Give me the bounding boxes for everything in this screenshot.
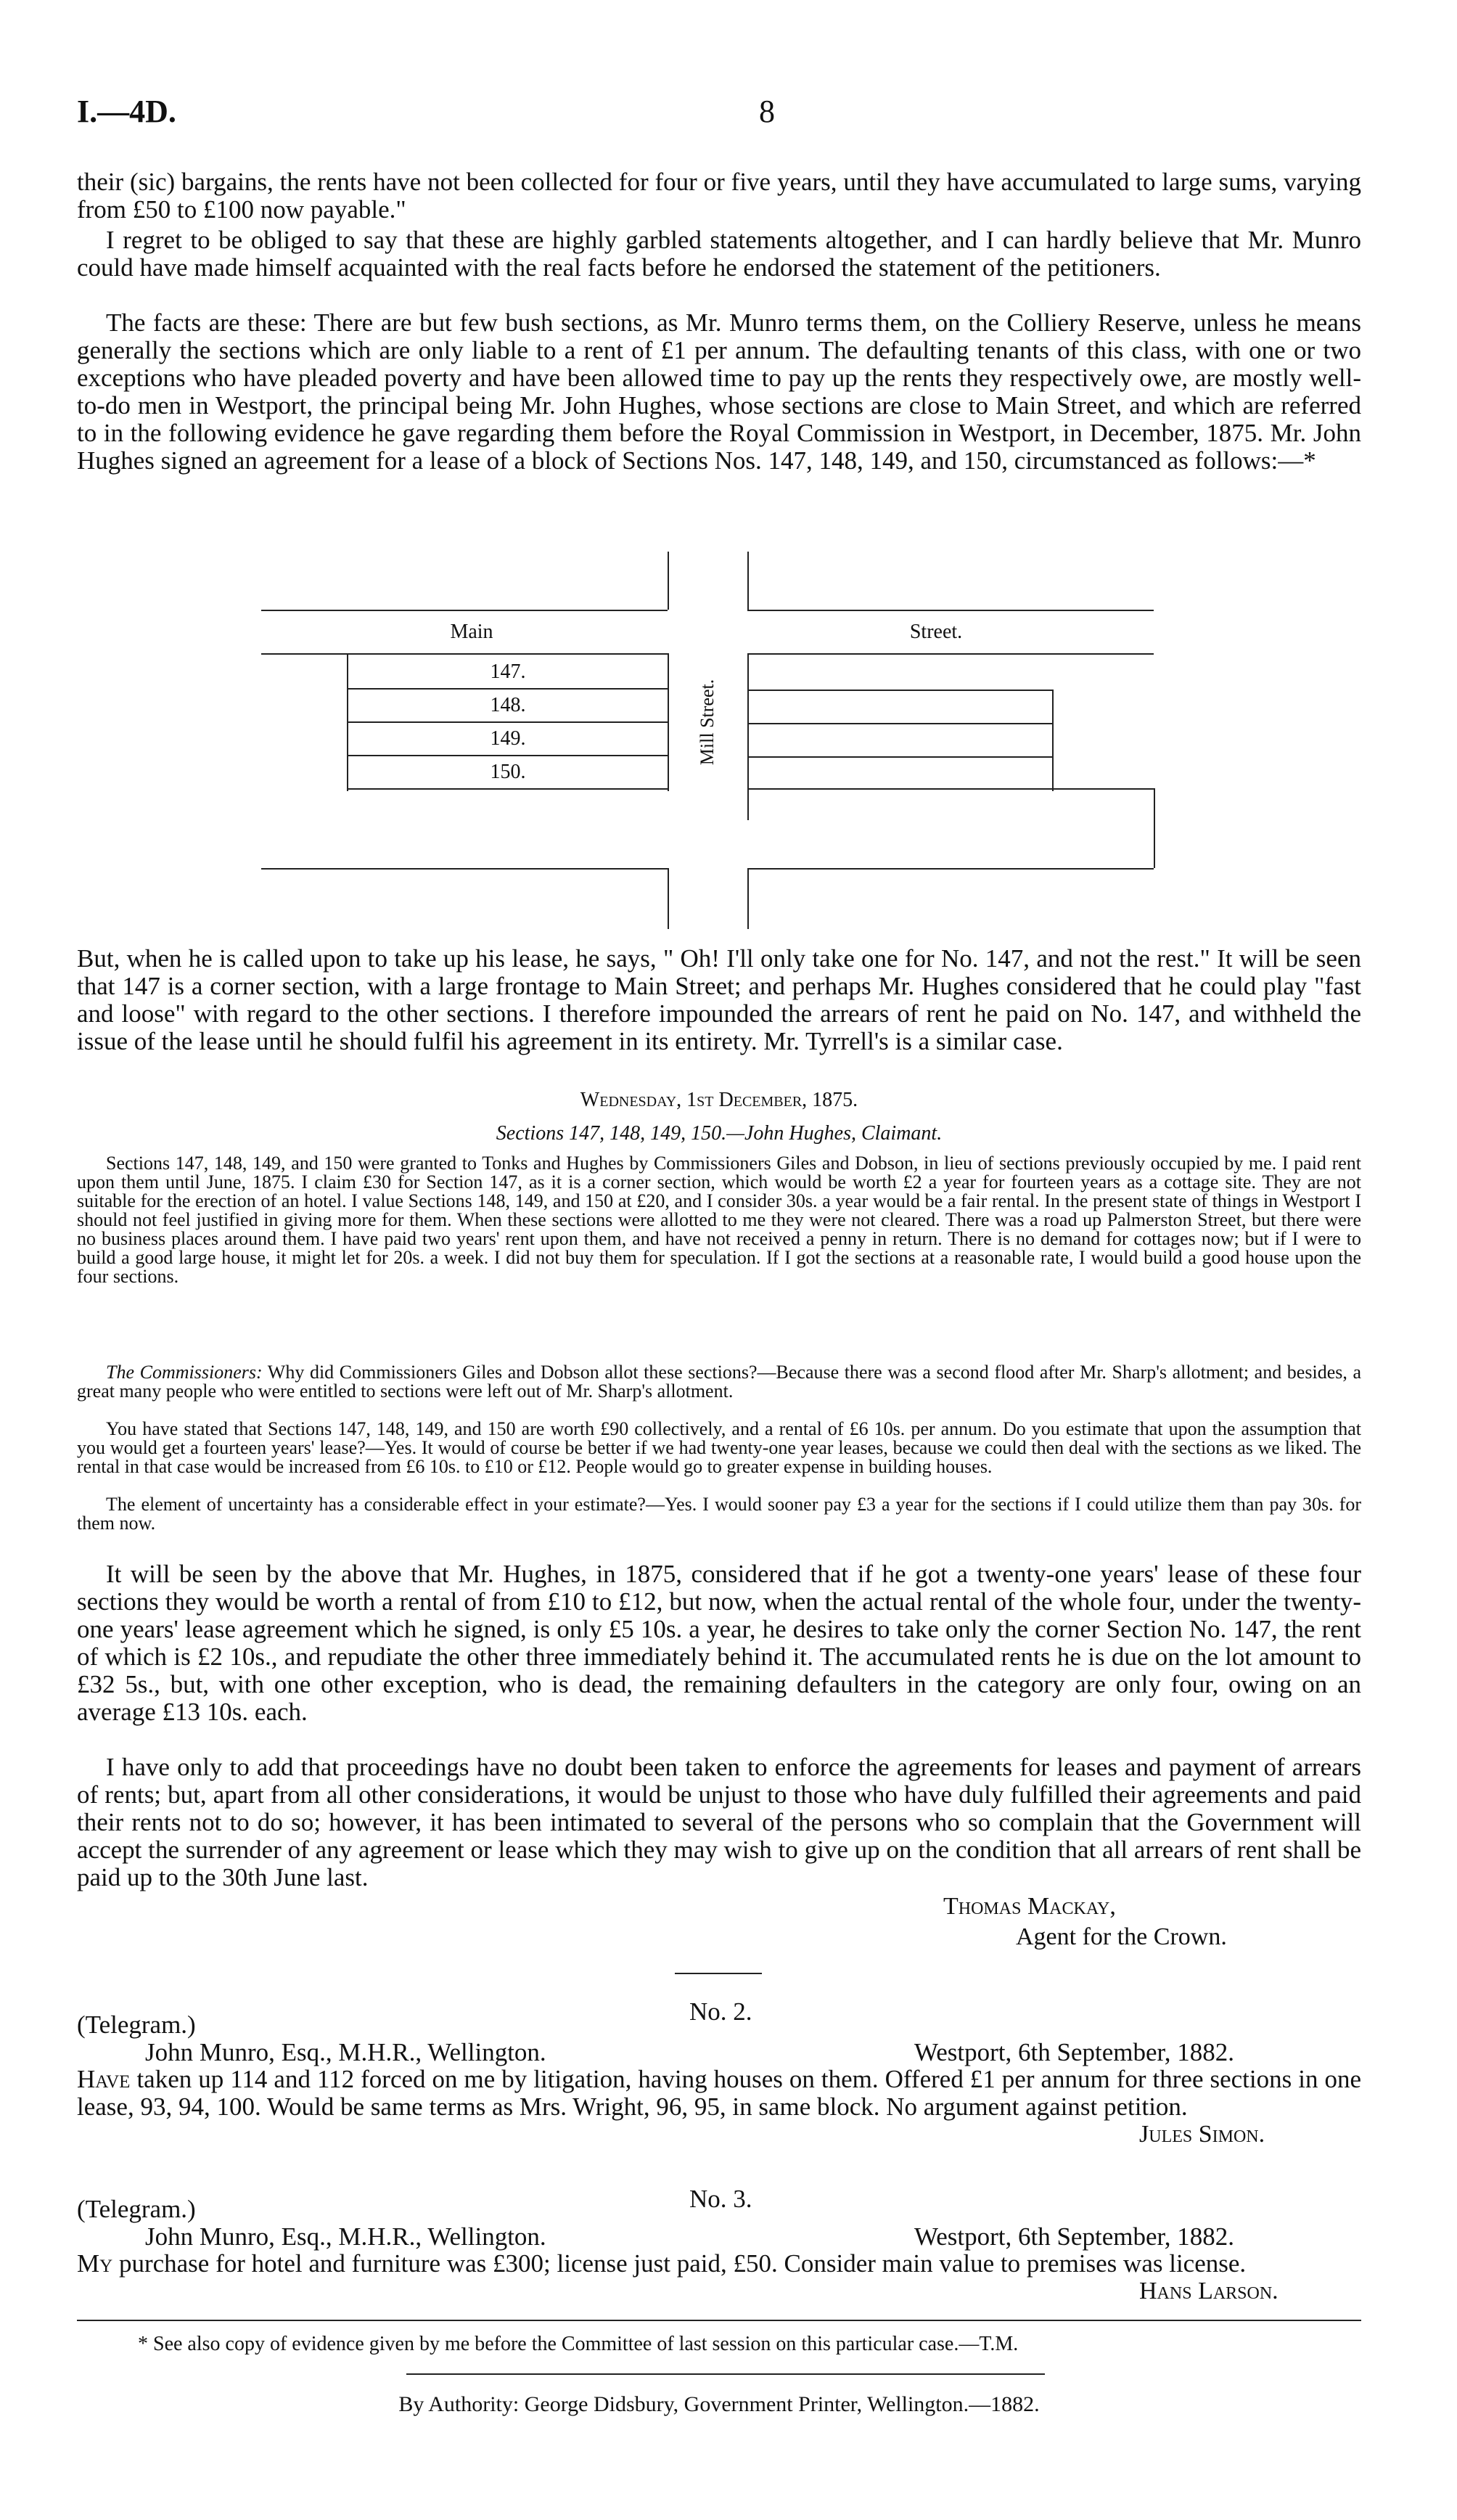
telegram-3-first-word: My — [77, 2249, 113, 2278]
commissioners-label: The Commissioners: — [106, 1362, 263, 1383]
signature-title: Agent for the Crown. — [1016, 1923, 1227, 1950]
telegram-3-number: No. 3. — [689, 2185, 752, 2213]
commissioners-question: Why did Commissioners Giles and Dobson allot these sections?—Because there was a second flood after Mr. Sharp's allotment; and besides, a great many people who were entitled to sections were left out of Mr. Sharp's allotment. — [77, 1362, 1362, 1402]
evidence-paragraph-2 — [77, 1363, 1361, 1401]
telegram-2-body — [77, 2066, 1361, 2121]
telegram-3-place-date: Westport, 6th September, 1882. — [914, 2222, 1234, 2251]
telegram-3-type: (Telegram.) — [77, 2195, 196, 2223]
footnote-rule — [77, 2320, 1361, 2321]
section-148-label: 148. — [490, 694, 526, 716]
evidence-paragraph-1: Sections 147, 148, 149, and 150 were granted to Tonks and Hughes by Commissioners Giles and Dobson, in lieu of sections previously occupied by me. I paid rent upon them until June, 1875. I claim £30 for Section 147, as it is a corner section, which would be worth £2 a year for fourteen years as a cottage site. They are not suitable for the erection of an hotel. I value Sections 148, 149, and 150 at £20, and I consider 30s. a year would be a fair rental. In the present state of things in Westport I should not feel justified in giving more for them. When these sections were allotted to me they were not cleared. There was a road up Palmerston Street, but there were no business places around them. I have paid two years' rent upon them, and have not received a penny in return. There is no demand for cottages now; but if I were to build a good large house, it might let for 20s. a week. I did not buy them for speculation. If I got the sections at a reasonable rate, I would build a good house upon the four sections. — [77, 1153, 1361, 1287]
paragraph-2: I regret to be obliged to say that these are highly garbled statements altogether, and I can hardly believe that Mr. Munro could have made himself acquainted with the real facts before he endorsed the statement of the petitioners. — [77, 226, 1361, 282]
page-number: 8 — [759, 94, 775, 129]
evidence-date-heading: Wednesday, 1st December, 1875. — [580, 1089, 858, 1111]
paragraph-5: It will be seen by the above that Mr. Hughes, in 1875, considered that if he got a twenty-one years' lease of these four sections they would be worth a rental of from £10 to £12, but now, when the actual rental of the whole four, under the twenty-one years' lease agreement which he signed, is only £5 10s. a year, he desires to take only the corner Section No. 147, the rent of which is £2 10s., and repudiate the other three immediately behind it. The accumulated rents he is due on the lot amount to £32 5s., but, with one other exception, who is dead, the remaining defaulters in the category are only four, owing on an average £13 10s. each. — [77, 1560, 1361, 1726]
section-150-label: 150. — [490, 761, 526, 783]
telegram-2-signature: Jules Simon. — [1139, 2121, 1265, 2148]
street-label: Street. — [909, 621, 963, 643]
telegram-3-text: purchase for hotel and furniture was £300; license just paid, £50. Consider main value to premises was license. — [118, 2249, 1247, 2278]
telegram-2-addressee: John Munro, Esq., M.H.R., Wellington. — [145, 2038, 546, 2066]
telegram-2-text: taken up 114 and 112 forced on me by litigation, having houses on them. Offered £1 per annum for three sections in one lease, 93, 94, 100. Would be same terms as Mrs. Wright, 96, 95, in same block. No argument against petition. — [77, 2065, 1362, 2121]
paragraph-3: The facts are these: There are but few bush sections, as Mr. Munro terms them, on the Colliery Reserve, unless he means generally the sections which are only liable to a rent of £1 per annum. The defaulting tenants of this class, with one or two exceptions who have pleaded poverty and have been allowed time to pay up the rents they respectively owe, are mostly well-to-do men in Westport, the principal being Mr. John Hughes, whose sections are close to Main Street, and which are referred to in the following evidence he gave regarding them before the Royal Commission in Westport, in December, 1875. Mr. John Hughes signed an agreement for a lease of a block of Sections Nos. 147, 148, 149, and 150, circumstanced as follows:—* — [77, 308, 1361, 475]
signature-name: Thomas Mackay, — [943, 1893, 1116, 1920]
evidence-paragraph-3: You have stated that Sections 147, 148, 149, and 150 are worth £90 collectively, and a rental of £6 10s. per annum. Do you estimate that upon the assumption that you would get a fourteen years' lease?—Yes. It would of course be better if we had twenty-one year leases, because we could then deal with the sections as we liked. The rental in that case would be increased from £6 10s. to £10 or £12. People would go to greater expense in building houses. — [77, 1418, 1361, 1477]
paragraph-1: their (sic) bargains, the rents have not been collected for four or five years, until they have accumulated to large sums, varying from £50 to £100 now payable." — [77, 168, 1361, 224]
document-reference: I.—4D. — [77, 94, 176, 129]
evidence-paragraph-4: The element of uncertainty has a considerable effect in your estimate?—Yes. I would sooner pay £3 a year for the sections if I could utilize them than pay 30s. for them now. — [77, 1494, 1361, 1534]
paragraph-6: I have only to add that proceedings have no doubt been taken to enforce the agreements for leases and payment of arrears of rents; but, apart from all other considerations, it would be unjust to those who have duly fulfilled their agreements and paid their rents not to do so; however, it has been intimated to several of the persons who so complain that the Government will accept the surrender of any agreement or lease which they may wish to give up on the condition that all arrears of rent shall be paid up to the 30th June last. — [77, 1753, 1361, 1891]
mill-street-label: Mill Street. — [697, 679, 718, 766]
telegram-2-place-date: Westport, 6th September, 1882. — [914, 2038, 1234, 2066]
section-149-label: 149. — [490, 727, 526, 750]
section-divider — [675, 1973, 762, 1974]
section-147-label: 147. — [490, 660, 526, 683]
telegram-2-type: (Telegram.) — [77, 2010, 196, 2039]
telegram-3-addressee: John Munro, Esq., M.H.R., Wellington. — [145, 2222, 546, 2251]
telegram-2-number: No. 2. — [689, 1997, 752, 2026]
evidence-subheading: Sections 147, 148, 149, 150.—John Hughes, Claimant. — [496, 1122, 943, 1145]
main-label: Main — [450, 621, 493, 643]
telegram-3-body — [77, 2250, 1361, 2278]
paragraph-4: But, when he is called upon to take up his lease, he says, " Oh! I'll only take one for No. 147, and not the rest." It will be seen that 147 is a corner section, with a large frontage to Main Street; and perhaps Mr. Hughes considered that he could play "fast and loose" with regard to the other sections. I therefore impounded the arrears of rent he paid on No. 147, and withheld the issue of the lease until he should fulfil his agreement in its entirety. Mr. Tyrrell's is a similar case. — [77, 944, 1361, 1055]
imprint: By Authority: George Didsbury, Government Printer, Wellington.—1882. — [398, 2392, 1040, 2416]
footnote: * See also copy of evidence given by me before the Committee of last session on this particular case.—T.M. — [138, 2333, 1019, 2355]
telegram-3-signature: Hans Larson. — [1139, 2278, 1279, 2304]
sections-diagram — [247, 552, 1168, 929]
imprint-rule — [406, 2373, 1045, 2375]
telegram-2-first-word: Have — [77, 2065, 131, 2093]
